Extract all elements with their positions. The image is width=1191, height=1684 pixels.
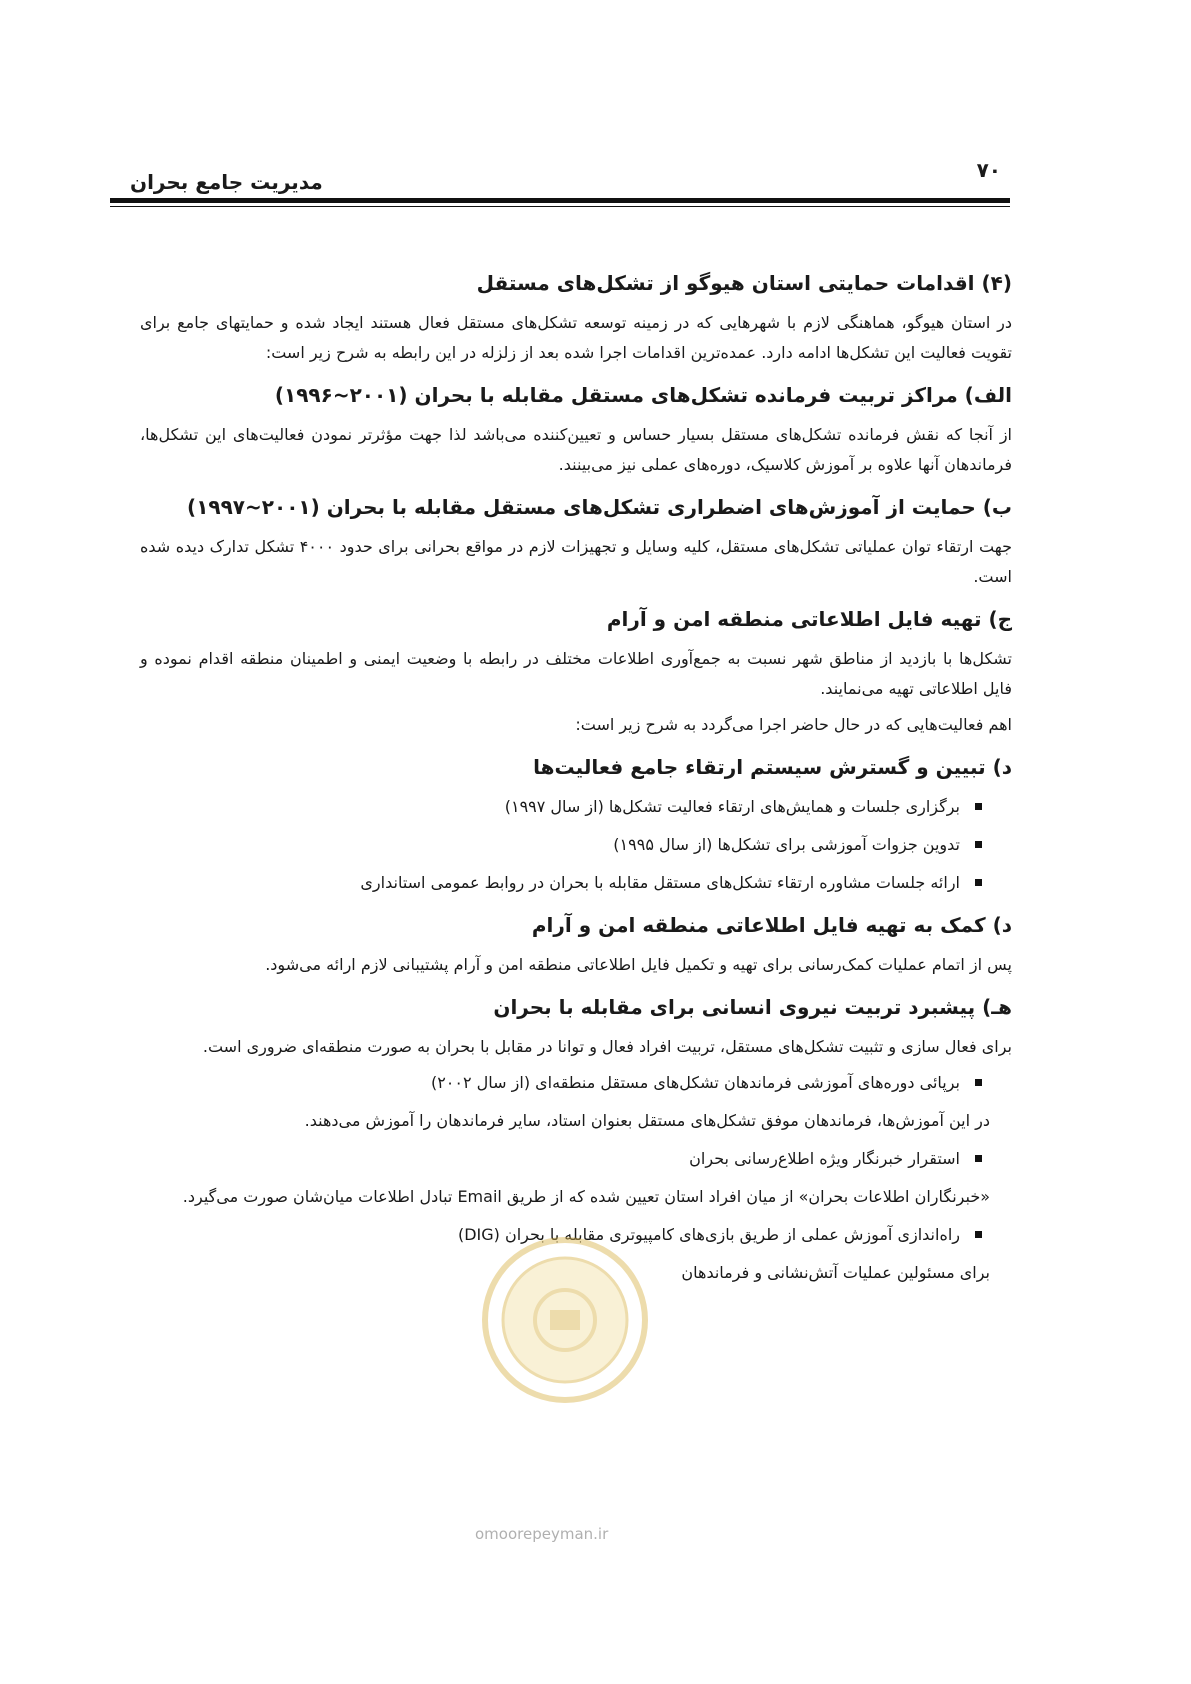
bullet-list: [140, 792, 1012, 898]
bullet-description: «خبرنگاران اطلاعات بحران» از میان افراد استان تعیین شده که از طریق Email تبادل اطلاعات میان‌شان صورت می‌گیرد.: [182, 1187, 990, 1206]
bullet-item: [140, 868, 982, 898]
bullet-item: [140, 830, 982, 860]
bullet-list: [140, 1068, 1012, 1098]
bullet-square-icon: [975, 879, 982, 886]
bullet-description: در این آموزش‌ها، فرماندهان موفق تشکل‌های مستقل بعنوان استاد، سایر فرماندهان را آموزش می‌دهند.: [304, 1111, 990, 1130]
page-content: [140, 268, 1012, 1296]
paragraph: جهت ارتقاء توان عملیاتی تشکل‌های مستقل، کلیه وسایل و تجهیزات لازم در مواقع بحرانی برای حدود ۴۰۰۰ تشکل تدارک دیده شده است.: [140, 537, 1012, 586]
section-heading: هـ) پیشبرد تربیت نیروی انسانی برای مقابله با بحران: [493, 995, 1012, 1019]
section-heading: ب) حمایت از آموزش‌های اضطراری تشکل‌های مستقل مقابله با بحران (۲۰۰۱~۱۹۹۷): [187, 495, 1012, 519]
paragraph: برای فعال سازی و تثبیت تشکل‌های مستقل، تربیت افراد فعال و توانا در مقابل با بحران به صورت منطقه‌ای ضروری است.: [202, 1037, 1012, 1056]
paragraph: از آنجا که نقش فرمانده تشکل‌های مستقل بسیار حساس و تعیین‌کننده می‌باشد لذا جهت مؤثرتر نمودن فعالیت‌های این تشکل‌ها، فرماندهان آنها علاوه بر آموزش کلاسیک، دوره‌های عملی نیز می‌بینند.: [140, 425, 1012, 474]
section-heading: د) کمک به تهیه فایل اطلاعاتی منطقه امن و آرام: [531, 913, 1012, 937]
header-rule: [110, 198, 1010, 203]
page-number: ۷۰: [976, 158, 1001, 182]
watermark-seal-icon: [480, 1225, 650, 1435]
paragraph: در استان هیوگو، هماهنگی لازم با شهرهایی که در زمینه توسعه تشکل‌های مستقل فعال هستند ایجاد شده و حمایتهای جامع برای تقویت فعالیت این تشکل‌ها ادامه دارد. عمده‌ترین اقدامات اجرا شده بعد از زلزله در این رابطه به شرح زیر است:: [140, 313, 1012, 362]
section-heading: الف) مراکز تربیت فرمانده تشکل‌های مستقل مقابله با بحران (۲۰۰۱~۱۹۹۶): [274, 383, 1012, 407]
bullet-text: برگزاری جلسات و همایش‌های ارتقاء فعالیت تشکل‌ها (از سال ۱۹۹۷): [504, 797, 960, 816]
bullet-square-icon: [975, 1155, 982, 1162]
bullet-square-icon: [975, 803, 982, 810]
bullet-text: تدوین جزوات آموزشی برای تشکل‌ها (از سال ۱۹۹۵): [613, 835, 960, 854]
section-heading: (۴) اقدامات حمایتی استان هیوگو از تشکل‌های مستقل: [476, 271, 1012, 295]
bullet-text: برپائی دوره‌های آموزشی فرماندهان تشکل‌های مستقل منطقه‌ای (از سال ۲۰۰۲): [430, 1073, 960, 1092]
bullet-text: استقرار خبرنگار ویژه اطلاع‌رسانی بحران: [689, 1149, 960, 1168]
bullet-square-icon: [975, 1079, 982, 1086]
bullet-description: برای مسئولین عملیات آتش‌نشانی و فرماندهان: [681, 1263, 990, 1282]
book-title: مدیریت جامع بحران: [130, 170, 323, 194]
bullet-list: [140, 1144, 1012, 1174]
header-rule-thin: [110, 206, 1010, 207]
bullet-text: ارائه جلسات مشاوره ارتقاء تشکل‌های مستقل مقابله با بحران در روابط عمومی استانداری: [360, 873, 960, 892]
paragraph: اهم فعالیت‌هایی که در حال حاضر اجرا می‌گردد به شرح زیر است:: [575, 715, 1012, 734]
paragraph: پس از اتمام عملیات کمک‌رسانی برای تهیه و تکمیل فایل اطلاعاتی منطقه امن و آرام پشتیبانی لازم ارائه می‌شود.: [265, 955, 1012, 974]
bullet-text: راه‌اندازی آموزش عملی از طریق بازی‌های کامپیوتری مقابله با بحران (DIG): [457, 1225, 960, 1244]
running-head: [110, 158, 1001, 194]
bullet-item: [140, 1144, 982, 1174]
bullet-item: [140, 1068, 982, 1098]
section-heading: ج) تهیه فایل اطلاعاتی منطقه امن و آرام: [606, 607, 1012, 631]
watermark-text: omoorepeyman.ir: [475, 1525, 609, 1543]
bullet-square-icon: [975, 841, 982, 848]
bullet-item: [140, 792, 982, 822]
section-heading: د) تبیین و گسترش سیستم ارتقاء جامع فعالیت‌ها: [533, 755, 1012, 779]
bullet-square-icon: [975, 1231, 982, 1238]
paragraph: تشکل‌ها با بازدید از مناطق شهر نسبت به جمع‌آوری اطلاعات مختلف در رابطه با وضعیت ایمنی و اطمینان منطقه اقدام نموده و فایل اطلاعاتی تهیه می‌نمایند.: [140, 649, 1012, 698]
